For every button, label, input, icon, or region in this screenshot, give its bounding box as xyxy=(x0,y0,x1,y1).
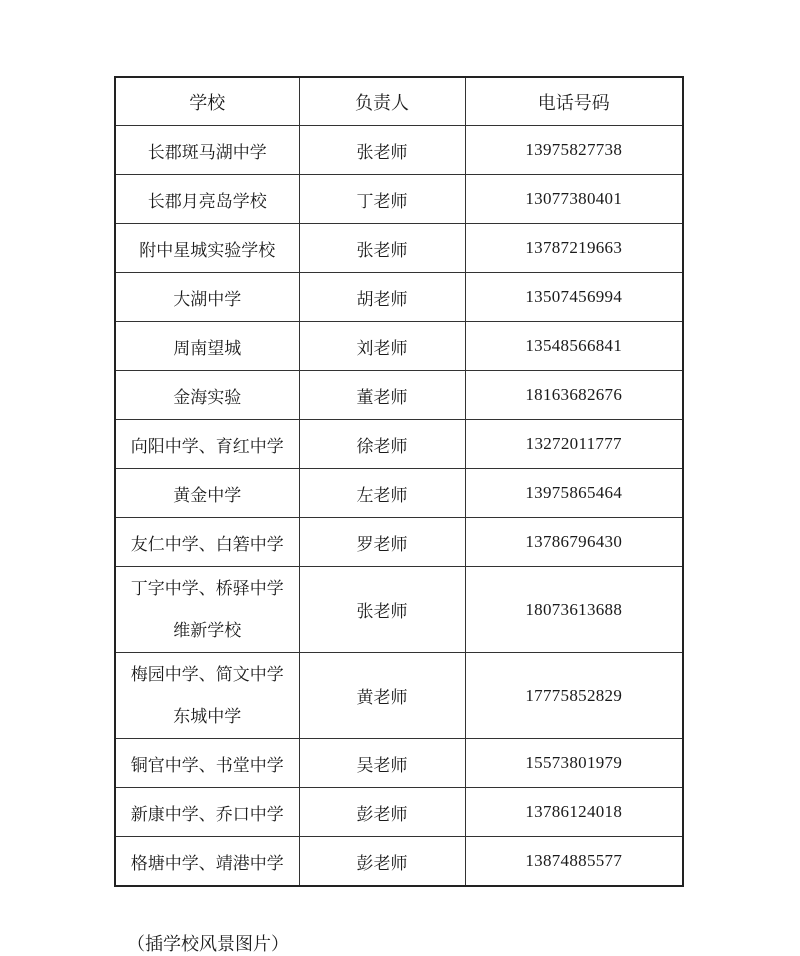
contact-cell: 张老师 xyxy=(299,567,465,653)
school-cell xyxy=(115,371,299,420)
school-name: 东城中学 xyxy=(173,706,242,727)
phone-cell: 18073613688 xyxy=(465,567,683,653)
school-name: 长郡斑马湖中学 xyxy=(147,142,267,163)
phone-cell: 17775852829 xyxy=(465,653,683,739)
school-name: 长郡月亮岛学校 xyxy=(147,191,267,212)
table-row xyxy=(115,837,683,887)
school-cell xyxy=(115,126,299,175)
school-name: 附中星城实验学校 xyxy=(139,240,276,261)
table-row xyxy=(115,469,683,518)
header-contact: 负责人 xyxy=(299,77,465,126)
phone-cell: 13077380401 xyxy=(465,175,683,224)
table-row xyxy=(115,420,683,469)
phone-cell: 13548566841 xyxy=(465,322,683,371)
school-cell xyxy=(115,420,299,469)
image-placeholder-caption: （插学校风景图片） xyxy=(127,934,289,955)
contact-cell: 胡老师 xyxy=(299,273,465,322)
header-phone: 电话号码 xyxy=(465,77,683,126)
phone-cell: 13975827738 xyxy=(465,126,683,175)
school-cell xyxy=(115,788,299,837)
school-name: 大湖中学 xyxy=(173,289,242,310)
school-name: 黄金中学 xyxy=(173,485,242,506)
school-cell xyxy=(115,567,299,653)
school-name: 格塘中学、靖港中学 xyxy=(130,853,284,874)
table-body xyxy=(115,126,683,887)
table-row xyxy=(115,175,683,224)
school-contact-table xyxy=(114,76,684,887)
table-row xyxy=(115,739,683,788)
contact-cell: 黄老师 xyxy=(299,653,465,739)
phone-cell: 13786796430 xyxy=(465,518,683,567)
table-row xyxy=(115,788,683,837)
table-header-row xyxy=(115,77,683,126)
phone-cell: 13787219663 xyxy=(465,224,683,273)
table-row xyxy=(115,371,683,420)
contact-cell: 吴老师 xyxy=(299,739,465,788)
school-cell xyxy=(115,518,299,567)
contact-cell: 董老师 xyxy=(299,371,465,420)
school-cell xyxy=(115,322,299,371)
contact-cell: 丁老师 xyxy=(299,175,465,224)
phone-cell: 13272011777 xyxy=(465,420,683,469)
table-row xyxy=(115,126,683,175)
school-cell xyxy=(115,469,299,518)
school-cell xyxy=(115,175,299,224)
phone-cell: 13874885577 xyxy=(465,837,683,887)
contact-cell: 彭老师 xyxy=(299,837,465,887)
contact-cell: 张老师 xyxy=(299,126,465,175)
school-cell xyxy=(115,739,299,788)
contact-cell: 徐老师 xyxy=(299,420,465,469)
table-row xyxy=(115,273,683,322)
school-cell xyxy=(115,273,299,322)
phone-cell: 13786124018 xyxy=(465,788,683,837)
school-name: 向阳中学、育红中学 xyxy=(130,436,284,457)
school-name: 铜官中学、书堂中学 xyxy=(130,755,284,776)
contact-cell: 张老师 xyxy=(299,224,465,273)
school-cell xyxy=(115,653,299,739)
header-school: 学校 xyxy=(115,77,299,126)
phone-cell: 15573801979 xyxy=(465,739,683,788)
school-cell xyxy=(115,224,299,273)
school-cell xyxy=(115,837,299,887)
contact-cell: 刘老师 xyxy=(299,322,465,371)
phone-cell: 18163682676 xyxy=(465,371,683,420)
table-row xyxy=(115,322,683,371)
school-name: 周南望城 xyxy=(173,338,242,359)
table-row xyxy=(115,653,683,739)
school-name: 金海实验 xyxy=(173,387,242,408)
phone-cell: 13507456994 xyxy=(465,273,683,322)
phone-cell: 13975865464 xyxy=(465,469,683,518)
school-name: 梅园中学、简文中学 xyxy=(130,664,284,685)
contact-cell: 彭老师 xyxy=(299,788,465,837)
contact-cell: 左老师 xyxy=(299,469,465,518)
school-name: 新康中学、乔口中学 xyxy=(130,804,284,825)
contact-cell: 罗老师 xyxy=(299,518,465,567)
school-name: 友仁中学、白箬中学 xyxy=(130,534,284,555)
table-row xyxy=(115,567,683,653)
school-name: 维新学校 xyxy=(173,620,242,641)
school-name: 丁字中学、桥驿中学 xyxy=(130,578,284,599)
table-row xyxy=(115,518,683,567)
table-row xyxy=(115,224,683,273)
